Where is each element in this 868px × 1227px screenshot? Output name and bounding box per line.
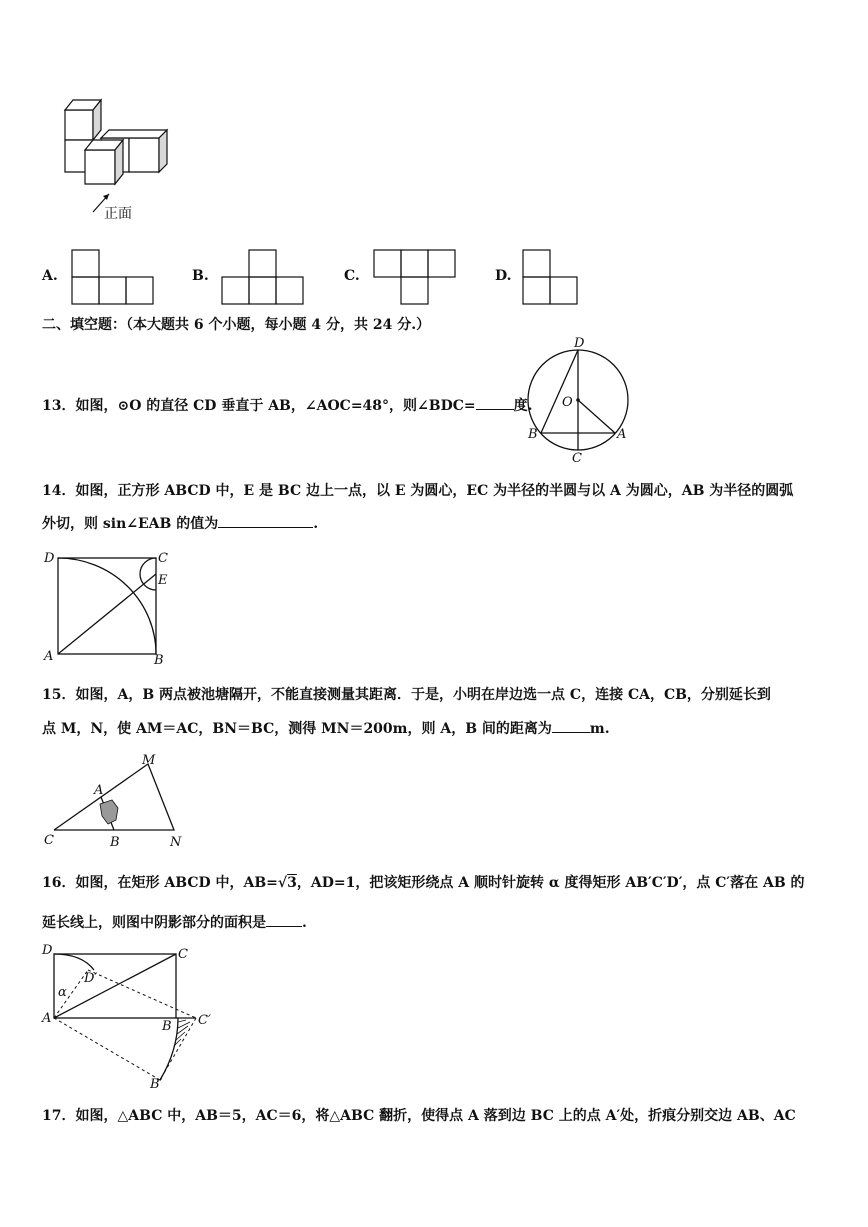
- question-text-end: m.: [589, 721, 610, 737]
- option-d-figure: [521, 248, 581, 306]
- point-d-label: D: [574, 336, 585, 351]
- point-d-label: D: [42, 943, 53, 958]
- question-15-line2: [42, 718, 610, 738]
- option-a-label[interactable]: A.: [42, 268, 58, 284]
- answer-blank[interactable]: [552, 718, 590, 733]
- angle-alpha-label: α: [58, 985, 67, 1000]
- point-b-label: B: [528, 427, 538, 442]
- pond-shape: [100, 800, 118, 824]
- circle-figure: [522, 334, 638, 464]
- square-figure: [40, 548, 175, 666]
- question-text: 外切，则 sin∠EAB 的值为: [42, 516, 219, 532]
- point-b-prime-label: B′: [150, 1077, 163, 1090]
- front-view-label: 正面: [104, 206, 132, 222]
- question-text-end: 度.: [513, 398, 533, 414]
- answer-blank[interactable]: [476, 395, 514, 410]
- question-text: 如图，A，B 两点被池塘隔开，不能直接测量其距离．于是，小明在岸边选一点 C，连接 CA，CB，分别延长到: [75, 687, 771, 703]
- sqrt-sign: √: [277, 875, 288, 891]
- section-heading: 二、填空题：（本大题共 6 个小题，每小题 4 分，共 24 分.）: [42, 317, 431, 333]
- point-d-label: D: [44, 551, 55, 566]
- answer-blank[interactable]: [266, 912, 302, 927]
- option-b-label[interactable]: B.: [192, 268, 209, 284]
- question-text: 延长线上，则图中阴影部分的面积是: [42, 915, 266, 931]
- question-text: 如图，⊙O 的直径 CD 垂直于 AB，∠AOC=48°，则∠BDC=: [75, 398, 476, 414]
- point-a-label: A: [94, 783, 104, 798]
- option-b-figure: [220, 248, 306, 306]
- question-17-line1: [42, 1105, 796, 1125]
- question-16-line2: [42, 912, 307, 932]
- point-o-label: O: [562, 395, 573, 410]
- question-13: [42, 395, 532, 415]
- sqrt-radicand: 3: [287, 875, 297, 891]
- question-number: 14．: [42, 483, 76, 499]
- point-b-label: B: [154, 653, 164, 666]
- point-c-label: C: [178, 947, 188, 962]
- point-m-label: M: [142, 753, 156, 768]
- question-text: ，AD=1，把该矩形绕点 A 顺时针旋转 α 度得矩形 AB′C′D′，点 C′落在 AB 的: [296, 875, 805, 891]
- question-14-line1: [42, 480, 793, 500]
- option-d-label[interactable]: D.: [495, 268, 512, 284]
- pond-figure: [40, 750, 190, 850]
- point-b-label: B: [110, 835, 120, 850]
- question-text: 如图，在矩形 ABCD 中，AB=: [75, 875, 278, 891]
- point-c-label: C: [158, 551, 168, 566]
- point-b-label: B: [162, 1019, 172, 1034]
- option-c-figure: [372, 248, 458, 306]
- question-text-end: .: [313, 516, 319, 532]
- question-15-line1: [42, 684, 771, 704]
- option-c-label[interactable]: C.: [344, 268, 360, 284]
- point-c-label: C: [44, 833, 54, 848]
- question-text: 点 M，N，使 AM＝AC，BN＝BC，测得 MN＝200m，则 A，B 间的距离为: [42, 721, 552, 737]
- point-a-label: A: [42, 1011, 52, 1026]
- question-text: 如图，△ABC 中，AB＝5，AC＝6，将△ABC 翻折，使得点 A 落到边 BC 上的点 A′处，折痕分别交边 AB、AC: [75, 1108, 796, 1124]
- option-a-figure: [70, 248, 156, 306]
- rotated-rectangle-figure: [38, 940, 218, 1090]
- point-c-prime-label: C′: [198, 1013, 211, 1028]
- point-a-label: A: [617, 427, 627, 442]
- question-14-line2: [42, 513, 318, 533]
- point-d-prime-label: D′: [84, 971, 98, 986]
- question-number: 17．: [42, 1108, 76, 1124]
- point-a-label: A: [44, 649, 54, 664]
- point-e-label: E: [158, 573, 168, 588]
- point-c-label: C: [572, 451, 582, 464]
- question-number: 16．: [42, 875, 76, 891]
- question-text: 如图，正方形 ABCD 中，E 是 BC 边上一点，以 E 为圆心，EC 为半径的半圆与以 A 为圆心，AB 为半径的圆弧: [75, 483, 794, 499]
- question-16-line1: [42, 872, 805, 892]
- point-n-label: N: [170, 835, 182, 850]
- answer-blank[interactable]: [218, 513, 313, 528]
- question-text-end: .: [302, 915, 307, 931]
- question-number: 15．: [42, 687, 76, 703]
- question-number: 13．: [42, 398, 76, 414]
